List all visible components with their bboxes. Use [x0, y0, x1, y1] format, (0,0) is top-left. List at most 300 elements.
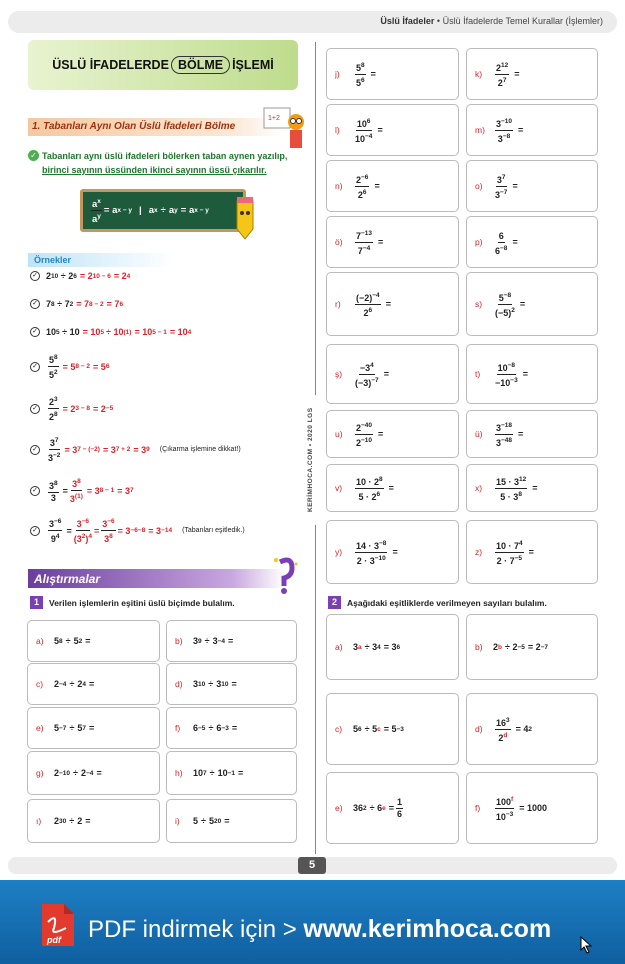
item-label: l): [335, 125, 340, 135]
fraction-denominator: [495, 375, 518, 389]
ex-res: = 2: [79, 271, 93, 281]
num-exp: −8: [379, 539, 387, 547]
operand-exp: −5: [517, 643, 525, 651]
exp-1: 10: [198, 680, 206, 688]
equals: =: [519, 299, 526, 309]
fraction-numerator: [495, 474, 527, 489]
fraction-numerator: [355, 474, 384, 489]
answer-cell[interactable]: [326, 464, 459, 512]
den-exp: 7: [502, 76, 507, 84]
ex-eq2: =: [93, 525, 100, 536]
num-base: −3: [359, 362, 371, 373]
ex-den-exp: 8: [109, 533, 113, 540]
fraction-numerator: [355, 420, 373, 435]
answer-cell[interactable]: [466, 772, 598, 844]
base-1: 2: [54, 816, 60, 826]
answer-cell[interactable]: [166, 751, 297, 795]
den-base: 6: [495, 245, 501, 256]
fraction-numerator: [495, 60, 509, 75]
answer-cell[interactable]: [466, 614, 598, 680]
item-label: b): [175, 636, 183, 646]
item-label: m): [475, 125, 485, 135]
fraction-numerator: [355, 290, 381, 305]
example-row: [30, 435, 241, 464]
exp-2: 20: [213, 817, 222, 825]
formula-board: [80, 189, 246, 232]
ex-res3: = 3: [117, 525, 131, 536]
operator: ÷: [208, 723, 214, 733]
num-base: (−2): [356, 292, 373, 303]
result: = 4: [515, 724, 529, 734]
fraction-numerator: [498, 290, 512, 305]
ex-eq: =: [62, 485, 68, 496]
fraction: [495, 172, 507, 201]
item-label: f): [475, 803, 481, 813]
example-row: [30, 327, 191, 337]
f2-res-exp: x − y: [194, 207, 209, 214]
ex-op: ÷: [60, 271, 66, 281]
exp-2: 2: [78, 637, 83, 645]
ex-res: = 7: [76, 299, 90, 309]
ex-num-exp: 8: [54, 479, 58, 487]
operator: ÷: [209, 768, 215, 778]
f2-b: a: [168, 205, 175, 216]
answer-cell[interactable]: [166, 663, 297, 705]
ex-den-exp2: 4: [88, 533, 92, 540]
ex-num: 3: [76, 519, 82, 529]
item-label: j): [335, 69, 340, 79]
ex-num: 3: [49, 519, 55, 529]
den-exp: −3: [510, 376, 518, 384]
base-1: 6: [193, 723, 199, 733]
ex-den: 2: [49, 412, 55, 422]
answer-cell[interactable]: [326, 520, 459, 584]
base-2: 3: [216, 679, 222, 689]
fraction-denominator: [498, 131, 510, 145]
term-exp: b: [498, 643, 502, 651]
ex-den: 3: [48, 453, 54, 463]
ex-fraction-3: [101, 516, 115, 545]
rule-line2: birinci sayının üssünden ikinci sayının üssü çıkarılır.: [42, 165, 267, 175]
operator: ÷: [69, 679, 75, 689]
fraction-denominator: [356, 435, 372, 449]
fraction-denominator: [357, 553, 386, 567]
section-heading: 1. Tabanları Aynı Olan Üslü İfadeleri Bölme: [28, 118, 283, 136]
answer-cell[interactable]: [27, 751, 160, 795]
fraction-denominator: [356, 75, 365, 89]
answer-cell[interactable]: [466, 216, 598, 268]
fraction-numerator: [496, 172, 507, 187]
f2-res: = a: [180, 205, 195, 216]
den-exp: 6: [368, 306, 373, 314]
exp-1: 8: [59, 637, 63, 645]
den-base: 7: [357, 245, 363, 256]
answer-cell[interactable]: [466, 272, 598, 336]
exp-2: −4: [217, 637, 226, 645]
equals: =: [514, 69, 520, 79]
check-circle-icon: ✓: [30, 404, 40, 414]
fraction-denominator: [500, 489, 522, 503]
result: =: [388, 803, 394, 813]
exp-1: 7: [203, 769, 207, 777]
result: = 1000: [519, 803, 547, 813]
check-circle-icon: ✓: [30, 526, 40, 536]
den-base: 2: [497, 77, 503, 88]
header-subtitle: Üslü İfadelerde Temel Kurallar (İşlemler): [442, 16, 603, 26]
base-2: 2: [81, 768, 87, 778]
fraction-denominator: [358, 243, 370, 257]
f-res-exp: x − y: [117, 207, 133, 214]
banner-url[interactable]: www.kerimhoca.com: [303, 915, 552, 943]
exp-2: 4: [82, 680, 87, 688]
exercises-heading: Alıştırmalar: [28, 569, 284, 588]
ex-note: (Çıkarma işlemine dikkat!): [159, 446, 241, 453]
equals: =: [89, 679, 95, 689]
ex-res-exp: 3 − 8: [75, 405, 91, 412]
mascot-icon: [270, 556, 300, 594]
num-exp: −10: [501, 117, 513, 125]
f2-div: ÷: [160, 205, 166, 216]
item-label: ş): [335, 369, 343, 379]
den-base: (−5): [495, 307, 512, 318]
ex-res2: = 2: [113, 271, 127, 281]
ex-res2: = 10: [134, 327, 153, 337]
answer-cell[interactable]: [326, 160, 459, 212]
item-label: ü): [475, 429, 483, 439]
fraction: [355, 172, 369, 201]
answer-cell[interactable]: [466, 104, 598, 156]
fraction-numerator: [498, 228, 505, 243]
answer-cell[interactable]: [466, 160, 598, 212]
ex-b: 10: [69, 327, 80, 337]
ex-res: = 3: [64, 444, 78, 455]
ex-b-exp: 6: [73, 272, 77, 280]
exp-2: 10: [221, 680, 229, 688]
fraction: [495, 794, 514, 823]
num-exp: 12: [519, 475, 527, 483]
num-base: 3: [496, 422, 502, 433]
result-fraction: [396, 797, 403, 820]
item-label: f): [175, 723, 181, 733]
f-num-exp: x: [97, 198, 101, 205]
den-base: 5 · 2: [358, 491, 377, 502]
item-label: v): [335, 483, 343, 493]
fraction-denominator: [355, 131, 372, 145]
fraction: [495, 420, 513, 449]
answer-cell[interactable]: [166, 620, 297, 662]
f-sep: |: [139, 205, 142, 216]
ex-num: 3: [102, 519, 108, 529]
answer-cell[interactable]: [166, 707, 297, 749]
den-exp: −48: [501, 436, 513, 444]
den-exp: −10: [374, 554, 386, 562]
num-base: 5: [498, 292, 504, 303]
exp-2: −3: [221, 724, 229, 732]
result-exp: −7: [540, 643, 549, 651]
ex-den-exp: 4: [55, 533, 60, 540]
num-exp: −4: [372, 291, 380, 299]
ex-fraction: [48, 516, 62, 545]
fraction-numerator: [495, 420, 513, 435]
answer-cell[interactable]: [326, 693, 459, 765]
ex-num: 3: [49, 480, 55, 491]
operand-exp: c: [377, 725, 381, 733]
ex-res2-exp: 6: [105, 363, 110, 370]
ex-den: (3: [73, 534, 82, 544]
ex-den-paren: ): [85, 534, 89, 544]
answer-cell[interactable]: [27, 620, 160, 662]
exp-1: −10: [59, 769, 71, 777]
ex-res-b: ÷ 10: [106, 327, 124, 337]
cursor-icon: [580, 936, 594, 954]
num-base: 5: [356, 62, 362, 73]
fraction-denominator: [497, 553, 522, 567]
answer-cell[interactable]: [326, 104, 459, 156]
num-base: 3: [496, 174, 502, 185]
equals: =: [238, 768, 244, 778]
ex-num-exp: 7: [54, 437, 59, 444]
base-2: 5: [208, 816, 214, 826]
ex-den-exp: 8: [54, 411, 58, 418]
result: = 2: [527, 642, 541, 652]
answer-cell[interactable]: [326, 272, 459, 336]
equals: =: [518, 429, 524, 439]
fraction: [495, 360, 518, 389]
operator: ÷: [69, 816, 75, 826]
den-base: 3: [495, 189, 501, 200]
equals: =: [518, 125, 524, 135]
ex-a-exp: 5: [56, 328, 60, 336]
num-exp: −8: [507, 361, 516, 369]
ex-res2: = 2: [93, 403, 106, 414]
equals: =: [96, 768, 102, 778]
base-1: 2: [54, 679, 60, 689]
num-base: 2: [356, 174, 362, 185]
fraction-denominator: [358, 187, 367, 201]
ex-den-exp: 2: [81, 533, 86, 540]
fraction: [495, 474, 527, 503]
fraction: [355, 420, 373, 449]
example-row: [30, 476, 134, 505]
teacher-icon: [262, 104, 310, 152]
num-base: 16: [496, 717, 507, 728]
ex-num: 2: [49, 397, 55, 407]
num-exp: 8: [379, 475, 383, 483]
answer-cell[interactable]: [326, 614, 459, 680]
question-number: 1: [30, 596, 43, 609]
item-label: g): [36, 768, 44, 778]
ex-fraction-2: [70, 476, 83, 505]
num-base: 2: [356, 422, 362, 433]
fraction: [355, 290, 381, 319]
answer-cell[interactable]: [466, 344, 598, 404]
result-exp: 6: [396, 643, 401, 651]
ex-res: = 5: [62, 361, 76, 372]
base-1: 5: [193, 816, 199, 826]
ex-a: 7: [46, 299, 52, 309]
num-exp: 4: [519, 539, 523, 547]
num-exp: 7: [501, 173, 506, 181]
item-label: e): [36, 723, 44, 733]
example-row: [30, 299, 123, 309]
ex-num: 3: [49, 438, 55, 448]
answer-cell[interactable]: [326, 772, 459, 844]
ex-res4-exp: −14: [161, 527, 173, 534]
check-icon: ✓: [28, 150, 39, 161]
exp-1: −7: [59, 724, 67, 732]
ex-res3: = 10: [169, 327, 188, 337]
den-exp: d: [503, 731, 508, 739]
num-exp: −8: [503, 291, 512, 299]
num-base: 10 · 7: [496, 540, 520, 551]
page-title: [28, 40, 298, 90]
ex-b: 7: [64, 299, 70, 309]
ex-num-exp: −6: [107, 518, 115, 525]
fraction-numerator: [356, 116, 372, 131]
pdf-icon[interactable]: [40, 902, 76, 948]
equals: =: [89, 723, 95, 733]
ex-res2-exp: 5 − 1: [152, 328, 167, 336]
answer-cell[interactable]: [166, 799, 297, 843]
num-base: 15 · 3: [496, 476, 520, 487]
answer-cell[interactable]: [27, 663, 160, 705]
num-exp: 6: [366, 117, 371, 125]
answer-cell[interactable]: [466, 693, 598, 765]
ex-res2: = 5: [93, 361, 106, 372]
den-base: 3: [497, 133, 503, 144]
ex-den: 9: [50, 534, 56, 544]
item-label: s): [475, 299, 483, 309]
answer-cell[interactable]: [326, 410, 459, 458]
den-base: 10: [355, 133, 366, 144]
exp-1: 9: [198, 637, 202, 645]
item-label: e): [335, 803, 343, 813]
answer-cell[interactable]: [326, 216, 459, 268]
equals: =: [377, 125, 383, 135]
den-base: 2 · 3: [356, 555, 375, 566]
header-bullet: •: [436, 16, 441, 26]
num-base: 3: [496, 118, 502, 129]
fraction-numerator: [495, 116, 513, 131]
fraction: [355, 360, 379, 389]
ex-a: 2: [46, 271, 52, 281]
equals: =: [85, 636, 91, 646]
pencil-mascot-icon: [232, 195, 258, 240]
answer-cell[interactable]: [466, 48, 598, 100]
ex-res-exp: 8 − 2: [75, 363, 91, 370]
ex-a-exp: 10: [51, 272, 59, 280]
base-2: 5: [73, 636, 79, 646]
den-base: −10: [495, 377, 511, 388]
item-label: t): [475, 369, 481, 379]
item-label: n): [335, 181, 343, 191]
fraction-denominator: [495, 187, 507, 201]
fraction: [495, 116, 513, 145]
examples-label: Örnekler: [28, 253, 174, 267]
banner-text[interactable]: [88, 915, 551, 944]
equals: =: [228, 636, 234, 646]
ex-fraction: [48, 394, 59, 423]
operator: ÷ 3: [364, 642, 378, 652]
term-exp: a: [358, 643, 362, 651]
item-label: b): [475, 642, 483, 652]
num-base: 14 · 3: [356, 540, 380, 551]
item-label: c): [36, 679, 44, 689]
answer-cell[interactable]: [326, 48, 459, 100]
term-base: 2: [493, 642, 499, 652]
num-base: 10 · 2: [356, 476, 380, 487]
fraction: [355, 474, 384, 503]
ex-b: 2: [68, 271, 74, 281]
operator: ÷ 2: [505, 642, 518, 652]
num-base: 10: [497, 362, 508, 373]
question-text: Verilen işlemlerin eşitini üslü biçimde bulalım.: [49, 597, 235, 608]
fraction-denominator: [355, 375, 379, 389]
equals: =: [85, 816, 91, 826]
ex-den: 3: [104, 534, 110, 544]
result-den: 6: [396, 808, 402, 819]
banner-label: PDF indirmek için >: [88, 916, 297, 943]
fraction-denominator: [495, 305, 515, 319]
answer-cell[interactable]: [326, 344, 459, 404]
item-label: d): [175, 679, 183, 689]
den-base: 3: [496, 437, 502, 448]
fraction-numerator: [495, 794, 514, 809]
answer-cell[interactable]: [27, 799, 160, 843]
base-2: 6: [216, 723, 222, 733]
answer-cell[interactable]: [466, 464, 598, 512]
fraction: [495, 715, 511, 744]
equals: =: [378, 237, 384, 247]
ex-num: 5: [49, 355, 55, 365]
den-base: 5: [356, 77, 362, 88]
answer-cell[interactable]: [466, 410, 598, 458]
base-1: 5: [54, 636, 60, 646]
ex-den: 5: [49, 370, 55, 380]
f-num: a: [92, 199, 98, 210]
page-number: 5: [298, 857, 326, 874]
answer-cell[interactable]: [27, 707, 160, 749]
item-label: o): [475, 181, 483, 191]
ex-res2-exp: 6: [119, 300, 124, 308]
item-label: d): [475, 724, 483, 734]
fraction-numerator: [355, 60, 366, 75]
den-exp: 8: [518, 490, 522, 498]
den-base: 2: [363, 307, 369, 318]
ex-res2-exp: 7 + 2: [115, 446, 131, 453]
item-label: i): [175, 816, 180, 826]
ex-res4: = 3: [148, 525, 162, 536]
exp-2: −4: [86, 769, 94, 777]
den-exp: −8: [502, 132, 511, 140]
equals: =: [378, 429, 384, 439]
example-row: [30, 352, 109, 381]
ex-fraction-2: [74, 516, 92, 545]
num-exp: 3: [506, 716, 510, 724]
check-circle-icon: ✓: [30, 362, 40, 372]
ex-res-exp: 8 − 2: [89, 300, 104, 308]
fraction-denominator: [364, 305, 373, 319]
answer-cell[interactable]: [466, 520, 598, 584]
equals: =: [374, 181, 380, 191]
rule-line1: Tabanları aynı üslü ifadeleri bölerken taban aynen yazılıp,: [42, 151, 288, 161]
check-circle-icon: ✓: [30, 271, 40, 281]
ex-res-b-exp: (1): [123, 328, 132, 336]
equals: =: [231, 723, 238, 733]
item-label: u): [335, 429, 343, 439]
title-pre: ÜSLÜ İFADELERDE: [52, 58, 169, 72]
example-row: [30, 271, 130, 281]
